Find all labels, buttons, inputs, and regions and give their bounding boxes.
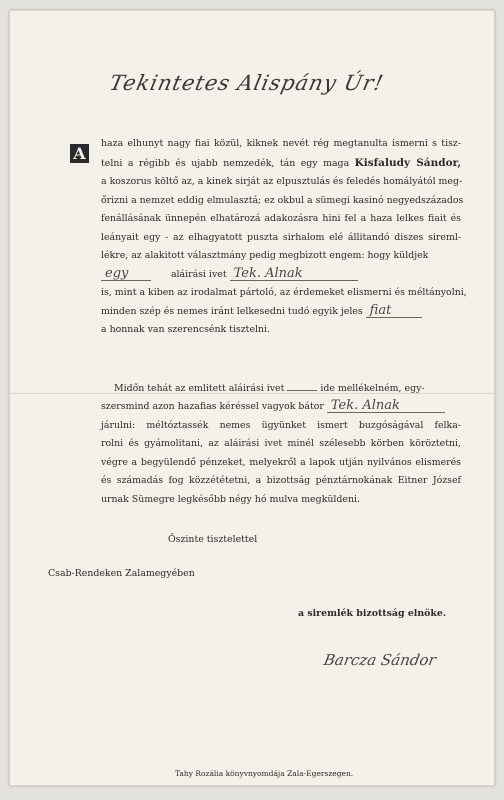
text-line (101, 303, 461, 322)
closing-line: Őszinte tisztelettel (168, 534, 258, 545)
committee-title: a siremlék bizottság elnöke. (298, 608, 447, 619)
handwritten-addressee: Tek. Alnak (230, 268, 358, 281)
paragraph-two (114, 380, 461, 399)
text-line (101, 398, 461, 417)
handwritten-addressee: Tek. Alnak (327, 400, 445, 413)
text-line: végre a begyülendő pénzeket, melyekről a lapok utján nyilvános elismerés (101, 456, 461, 468)
text-line: lékre, az alakitott választmány pedig megbizott engem: hogy küldjek (101, 250, 429, 261)
letter-sheet (9, 10, 495, 786)
text-line: járulni: méltóztassék nemes ügyünket ismert buzgóságával felka- (101, 419, 461, 431)
text-fragment: szersmind azon hazafias kéréssel vagyok bátor (101, 401, 324, 412)
text-line (101, 154, 461, 174)
text-line: fenállásának ünnepén elhatározá adakozásra hini fel a haza lelkes fiait és (101, 213, 461, 224)
text-fragment: telni a régibb és ujabb nemzedék, tán egy maga (101, 157, 350, 169)
text-line: is, mint a kiben az irodalmat pártoló, az érdemeket elismerni és méltányolni, (101, 287, 467, 298)
handwritten-word: fiat (366, 305, 422, 318)
text-line: őrizni a nemzet eddig elmulasztá; ez okbul a sümegi kasinó negyedszázados (101, 194, 464, 206)
place-line: Csab-Rendeken Zalamegyében (48, 568, 195, 579)
poet-name: Kisfaludy Sándor, (354, 156, 461, 169)
text-fragment: Midőn tehát az emlitett aláirási ivet (114, 383, 285, 394)
paragraph-two-body (101, 398, 461, 509)
text-line: és számadás fog közzététetni, a bizottság pénztárnokának Eitner József (101, 475, 461, 486)
text-line: haza elhunyt nagy fiai közül, kiknek nevét rég megtanulta ismerni s tisz- (101, 138, 461, 149)
text-line: urnak Sümegre legkésőbb négy hó mulva megküldeni. (101, 493, 360, 505)
text-line: leányait egy - az elhagyatott puszta sirhalom elé állitandó diszes sireml- (101, 231, 461, 243)
text-line (114, 380, 461, 399)
decorative-initial: A (70, 144, 89, 163)
handwritten-salutation: Tekintetes Alispány Úr! (107, 71, 387, 95)
paragraph-one (101, 135, 467, 340)
text-fragment: ide mellékelném, egy- (320, 383, 425, 394)
text-line: a honnak van szerencsénk tisztelni. (101, 324, 271, 335)
handwritten-blank (287, 390, 317, 391)
text-line: rolni és gyámolitani, az aláirási ivet minél szélesebb körben köröztetni, (101, 438, 461, 449)
text-fragment: minden szép és nemes iránt lelkesedni tudó egyik jeles (101, 305, 363, 317)
text-fragment: aláirási ivet (170, 268, 227, 280)
handwritten-signature: Barcza Sándor (322, 651, 438, 669)
handwritten-count: egy (101, 268, 151, 281)
printer-imprint: Tahy Rozália könyvnyomdája Zala-Egerszegen. (175, 769, 354, 778)
text-line: a koszorus költő az, a kinek sirját az elpusztulás és feledés homályától meg- (101, 176, 463, 187)
text-line (101, 266, 461, 285)
